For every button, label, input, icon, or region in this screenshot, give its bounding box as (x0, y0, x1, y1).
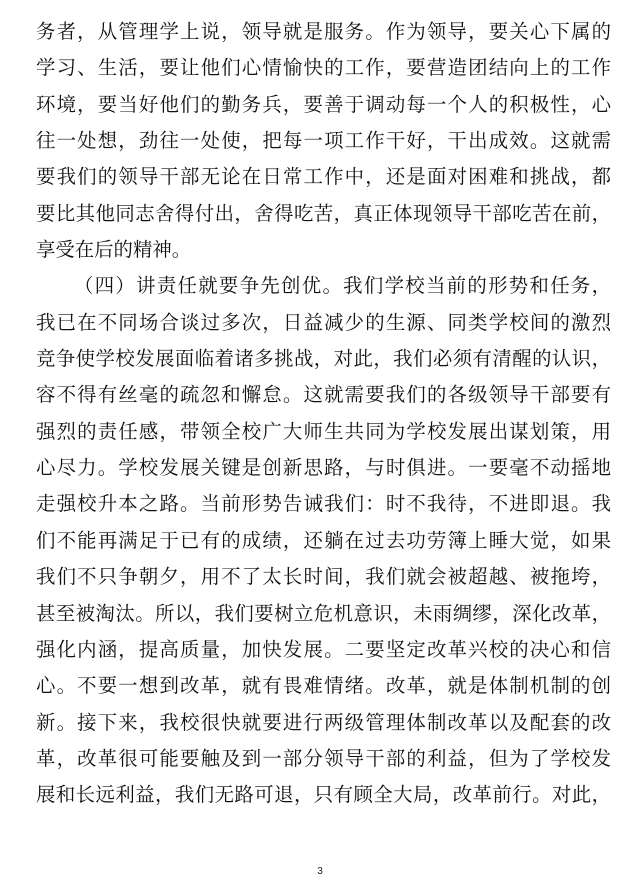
text-line-11: 容不得有丝毫的疏忽和懈怠。这就需要我们的各级领导干部要有 (36, 383, 611, 407)
text-line-13: 心尽力。学校发展关键是创新思路，与时俱进。一要毫不动摇地 (36, 456, 611, 480)
text-line-18: 强化内涵，提高质量，加快发展。二要坚定改革兴校的决心和信 (36, 637, 611, 661)
text-line-2: 学习、生活，要让他们心情愉快的工作，要营造团结向上的工作 (36, 56, 611, 80)
section-heading-line: （四）讲责任就要争先创优。我们学校当前的形势和任务， (74, 274, 611, 298)
text-line-7: 享受在后的精神。 (36, 238, 192, 262)
text-line-15: 们不能再满足于已有的成绩，还躺在过去功劳簿上睡大觉，如果 (36, 528, 611, 552)
text-line-1: 务者，从管理学上说，领导就是服务。作为领导，要关心下属的 (36, 20, 611, 43)
text-line-19: 心。不要一想到改革，就有畏难情绪。改革，就是体制机制的创 (36, 674, 611, 698)
text-line-10: 竞争使学校发展面临着诸多挑战，对此，我们必须有清醒的认识， (36, 347, 611, 371)
text-line-16: 我们不只争朝夕，用不了太长时间，我们就会被超越、被拖垮， (36, 565, 611, 589)
page-number: 3 (317, 866, 323, 877)
text-line-6: 要比其他同志舍得付出，舍得吃苦，真正体现领导干部吃苦在前， (36, 201, 611, 225)
text-line-22: 展和长远利益，我们无路可退，只有顾全大局，改革前行。对此， (36, 783, 611, 807)
body-text (36, 14, 611, 814)
text-line-14: 走强校升本之路。当前形势告诫我们：时不我待，不进即退。我 (36, 492, 611, 516)
text-line-17: 甚至被淘汰。所以，我们要树立危机意识，未雨绸缪，深化改革， (36, 601, 611, 625)
text-line-3: 环境，要当好他们的勤务兵，要善于调动每一个人的积极性，心 (36, 92, 611, 116)
text-line-5: 要我们的领导干部无论在日常工作中，还是面对困难和挑战，都 (36, 165, 611, 189)
text-line-9: 我已在不同场合谈过多次，日益减少的生源、同类学校间的激烈 (36, 310, 611, 334)
text-line-12: 强烈的责任感，带领全校广大师生共同为学校发展出谋划策，用 (36, 419, 611, 443)
text-line-21: 革，改革很可能要触及到一部分领导干部的利益，但为了学校发 (36, 746, 611, 770)
text-line-4: 往一处想，劲往一处使，把每一项工作干好，干出成效。这就需 (36, 129, 611, 153)
text-line-20: 新。接下来，我校很快就要进行两级管理体制改革以及配套的改 (36, 710, 611, 734)
